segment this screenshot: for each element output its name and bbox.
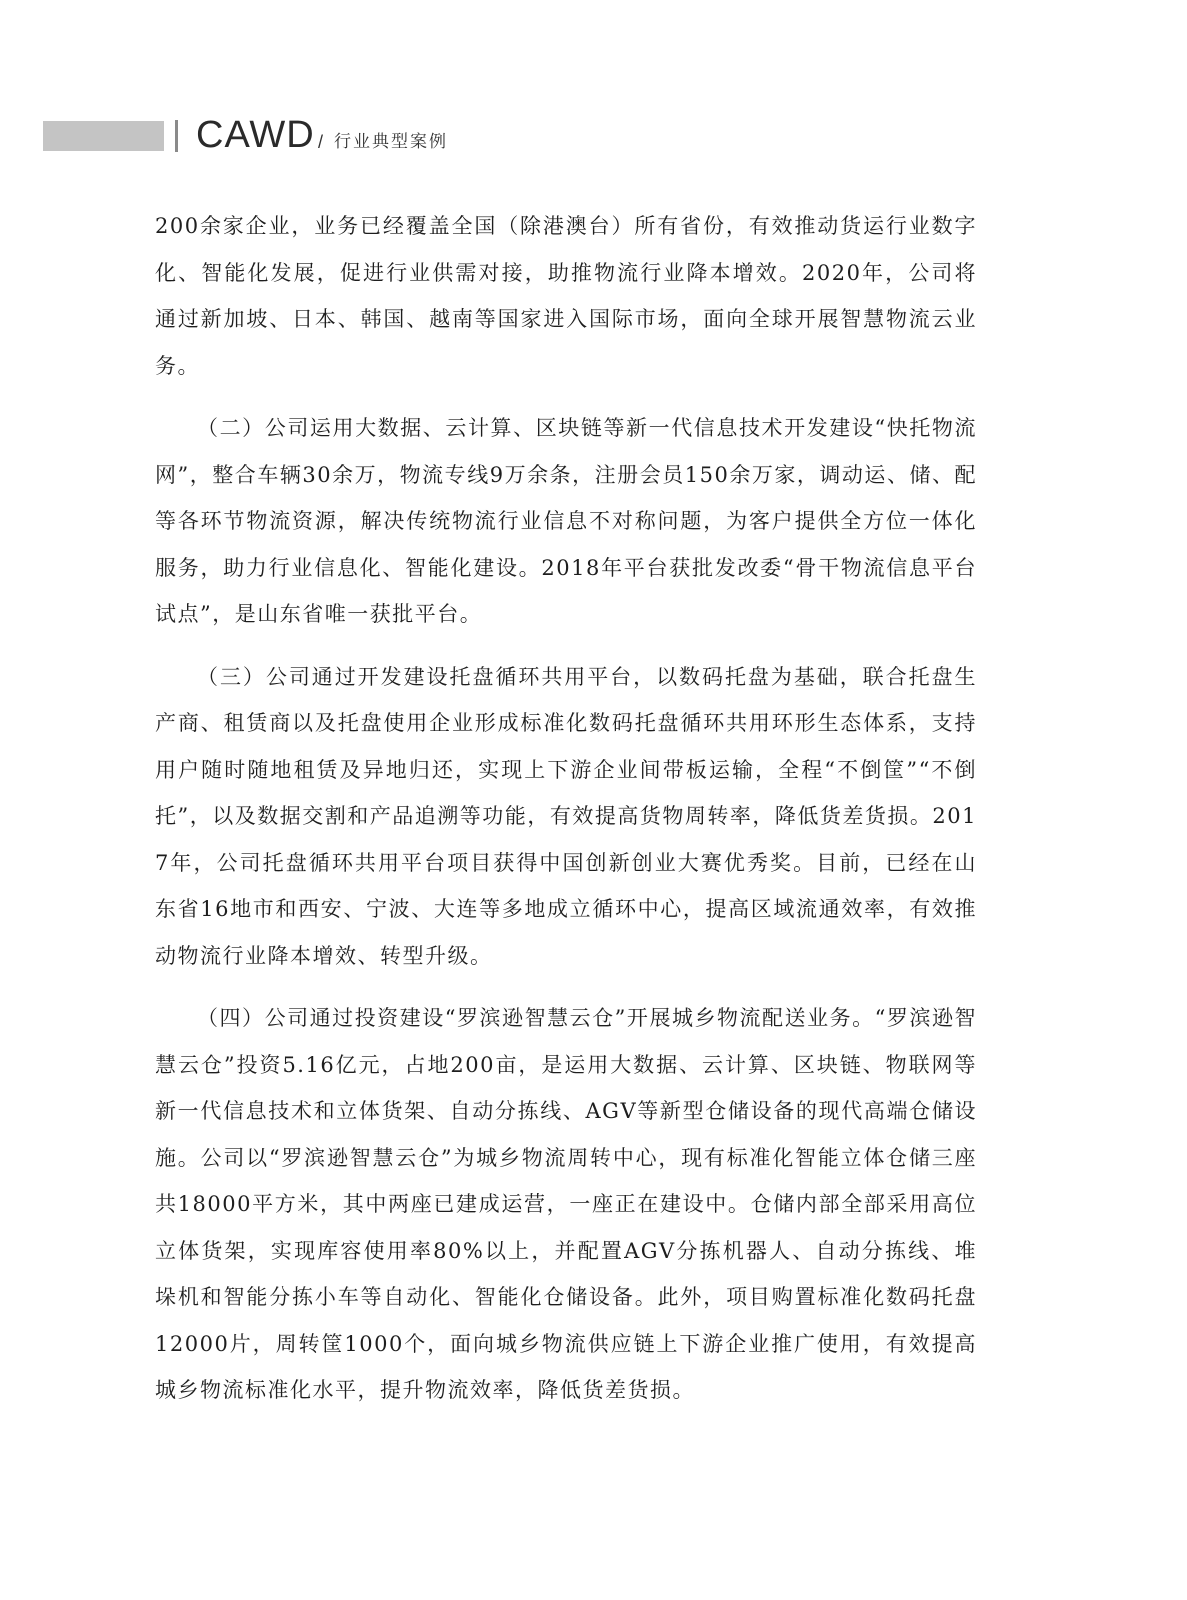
header-section-title: 行业典型案例 [334,132,448,152]
paragraph-kuaituo: （二）公司运用大数据、云计算、区块链等新一代信息技术开发建设“快托物流网”，整合车辆30余万，物流专线9万余条，注册会员150余万家，调动运、储、配等各环节物流资源，解决传统物流行业信息不对称问题，为客户提供全方位一体化服务，助力行业信息化、智能化建设。2018年平台获批发改委“骨干物流信息平台试点”，是山东省唯一获批平台。 [155,416,977,626]
document-body [155,203,977,1430]
header-separator: / [318,132,324,152]
paragraph-cloud-warehouse: （四）公司通过投资建设“罗滨逊智慧云仓”开展城乡物流配送业务。“罗滨逊智慧云仓”投资5.16亿元，占地200亩，是运用大数据、云计算、区块链、物联网等新一代信息技术和立体货架、自动分拣线、AGV等新型仓储设备的现代高端仓储设施。公司以“罗滨逊智慧云仓”为城乡物流周转中心，现有标准化智能立体仓储三座共18000平方米，其中两座已建成运营，一座正在建设中。仓储内部全部采用高位立体货架，实现库容使用率80%以上，并配置AGV分拣机器人、自动分拣线、堆垛机和智能分拣小车等自动化、智能化仓储设备。此外，项目购置标准化数码托盘12000片，周转筐1000个，面向城乡物流供应链上下游企业推广使用，有效提高城乡物流标准化水平，提升物流效率，降低货差货损。 [155,1006,977,1402]
header-divider [175,120,178,152]
header-gray-bar [43,121,164,151]
paragraph-continuation: 200余家企业，业务已经覆盖全国（除港澳台）所有省份，有效推动货运行业数字化、智能化发展，促进行业供需对接，助推物流行业降本增效。2020年，公司将通过新加坡、日本、韩国、越南等国家进入国际市场，面向全球开展智慧物流云业务。 [155,214,977,378]
header-brand: CAWD [196,114,315,156]
paragraph-pallet: （三）公司通过开发建设托盘循环共用平台，以数码托盘为基础，联合托盘生产商、租赁商以及托盘使用企业形成标准化数码托盘循环共用环形生态体系，支持用户随时随地租赁及异地归还，实现上下游企业间带板运输，全程“不倒筐”“不倒托”，以及数据交割和产品追溯等功能，有效提高货物周转率，降低货差货损。2017年，公司托盘循环共用平台项目获得中国创新创业大赛优秀奖。目前，已经在山东省16地市和西安、宁波、大连等多地成立循环中心，提高区域流通效率，有效推动物流行业降本增效、转型升级。 [155,664,977,968]
